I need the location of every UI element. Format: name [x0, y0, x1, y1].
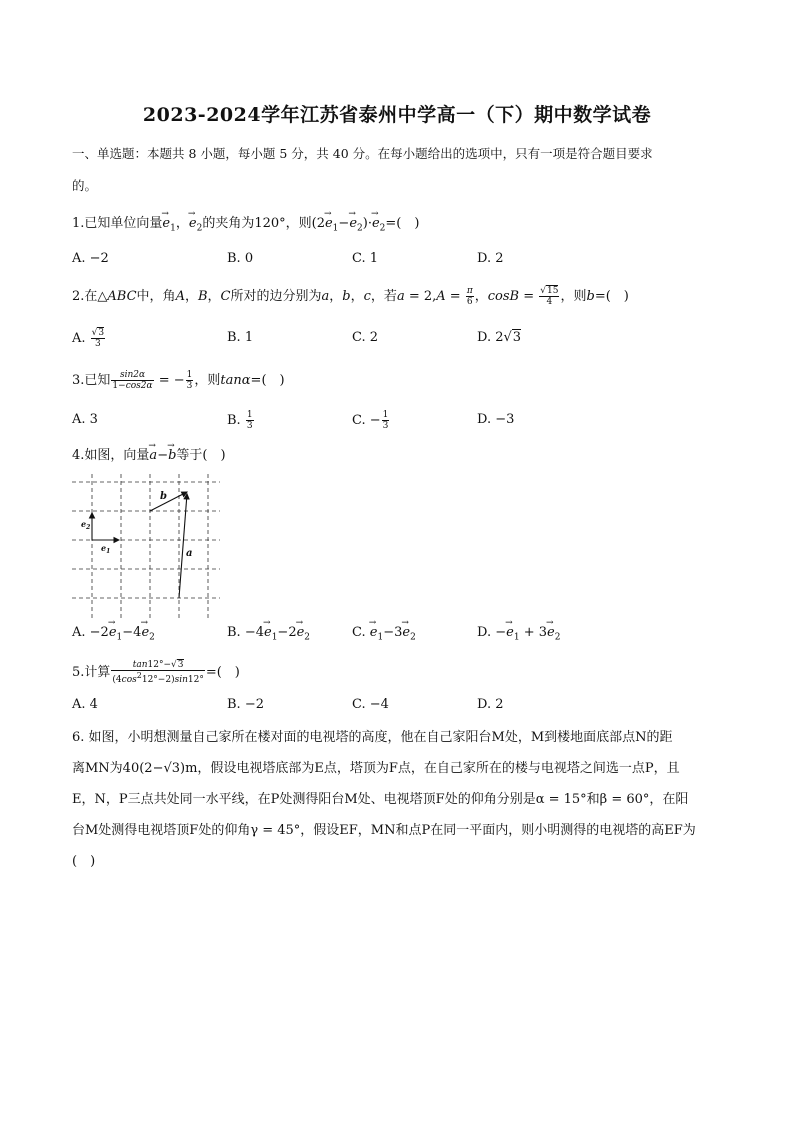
q2-option-c: C. 2: [352, 330, 379, 345]
q2-option-b: B. 1: [227, 330, 254, 345]
label-b: b: [160, 491, 167, 502]
q5-option-a: A. 4: [72, 697, 98, 712]
question-4: 4.如图，向量→ a−→ b等于( ): [72, 446, 226, 466]
question-1: 1.已知单位向量→ $e_1$，→ $e_2$的夹角为120°，则$(2\to e_1-\to e_2)\cdot\to e_2=$( ): [72, 214, 419, 239]
section-header-line1: 一、单选题：本题共 8 小题，每小题 5 分，共 40 分。在每小题给出的选项中，只有一项是符合题目要求: [72, 146, 653, 161]
q5-option-d: D. 2: [477, 697, 504, 712]
q1-option-d: D. 2: [477, 251, 504, 266]
q5-option-b: B. −2: [227, 697, 264, 712]
q1-option-b: B. 0: [227, 251, 254, 266]
q4-option-c: C. → $e_1-3\to e_2$: [352, 623, 416, 648]
q2-option-a: A. $\frac{√3}{3}$: [72, 328, 105, 349]
question-3: 3.已知 $\frac{\sin 2\alpha}{1-\cos 2\alpha}$ = − $\frac{1}{3}$ ，则tanα=( ): [72, 370, 285, 391]
page-title: 2023-2024学年江苏省泰州中学高一（下）期中数学试卷: [142, 104, 652, 126]
q4-option-b: B. $-4\to e_1-2\to e_2$: [227, 623, 310, 648]
vector-a: [179, 494, 187, 598]
vector-grid-figure: [72, 474, 222, 620]
question-5: 5.计算 $\frac{\tan 12^\circ-√3}{(4\cos^212^\circ-2)\sin 12^\circ}$ =( ): [72, 660, 240, 685]
label-e2: $e_2$: [81, 519, 91, 531]
question-2: 2.在△ABC中，角A，B，C所对的边分别为a，b，c，若a = 2,A = $\frac{\pi}{6}$ ，cosB = $\frac{√15}{4}$ ，则b=( ): [72, 286, 629, 307]
question-6-line5: ( ): [72, 854, 96, 869]
question-6-line3: E，N，P三点共处同一水平线，在P处测得阳台M处、电视塔顶F处的仰角分别是α = 15°和β = 60°，在阳: [72, 792, 689, 807]
vector-b: [150, 492, 187, 511]
question-6-line4: 台M处测得电视塔顶F处的仰角γ = 45°，假设EF，MN和点P在同一平面内，则小明测得的电视塔的高EF为: [72, 823, 696, 838]
q3-option-a: A. 3: [72, 412, 98, 427]
q5-option-c: C. −4: [352, 697, 389, 712]
q4-option-d: D. −→ $e_1 + 3\to e_2$: [477, 623, 560, 648]
q4-option-a: A. $-2\to e_1-4\to e_2$: [72, 623, 155, 648]
q3-option-c: C. − $\frac{1}{3}$: [352, 410, 389, 431]
question-6-line1: 6. 如图，小明想测量自己家所在楼对面的电视塔的高度，他在自己家阳台M处，M到楼地面底部点N的距: [72, 730, 673, 745]
q1-option-a: A. −2: [72, 251, 109, 266]
question-number: 1.: [72, 216, 85, 231]
q3-option-d: D. −3: [477, 412, 515, 427]
label-a: a: [186, 548, 193, 559]
q3-option-b: B. $\frac{1}{3}$: [227, 410, 253, 431]
section-header-line2: 的。: [72, 178, 98, 193]
label-e1: $e_1$: [101, 543, 111, 555]
question-6-line2: 离MN为40(2−√3)m，假设电视塔底部为E点，塔顶为F点，在自己家所在的楼与电视塔之间选一点P，且: [72, 761, 680, 776]
q1-option-c: C. 1: [352, 251, 379, 266]
q2-option-d: D. 2√3: [477, 330, 522, 345]
